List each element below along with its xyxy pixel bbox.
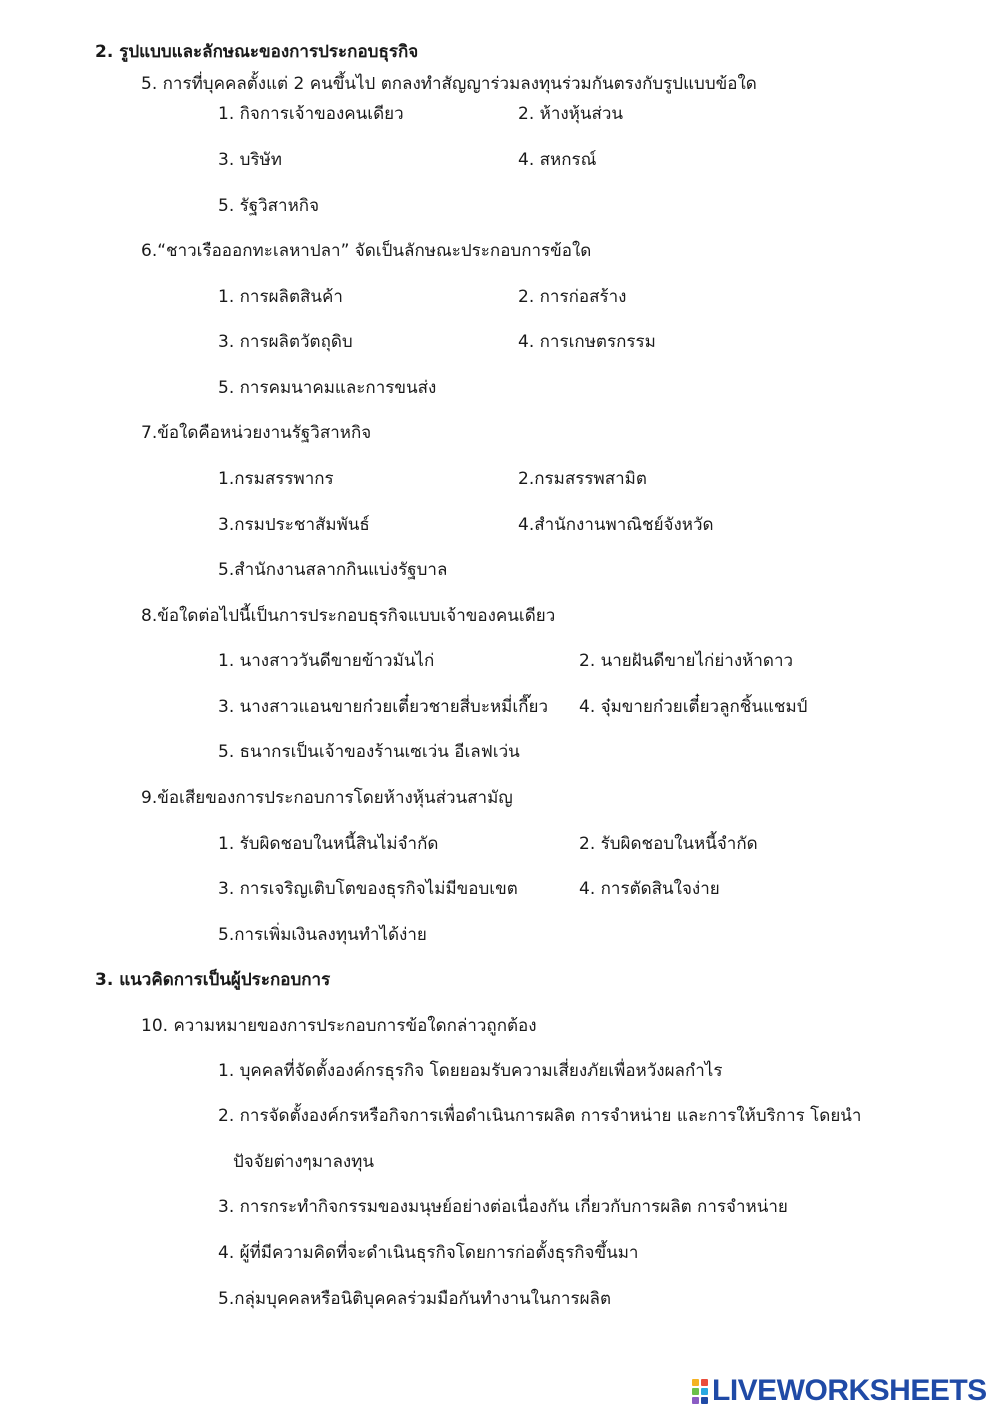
question-7-option-2[interactable]: 2.กรมสรรพสามิต <box>518 469 647 489</box>
question-7-stem: 7.ข้อใดคือหน่วยงานรัฐวิสาหกิจ <box>141 423 372 443</box>
question-6-option-5[interactable]: 5. การคมนาคมและการขนส่ง <box>218 378 437 398</box>
liveworksheets-logo-icon <box>692 1379 708 1404</box>
question-5-option-2[interactable]: 2. ห้างหุ้นส่วน <box>518 104 624 124</box>
question-5-option-3[interactable]: 3. บริษัท <box>218 150 282 170</box>
question-6-stem: 6.“ชาวเรือออกทะเลหาปลา” จัดเป็นลักษณะประกอบการข้อใด <box>141 241 592 261</box>
question-6-option-2[interactable]: 2. การก่อสร้าง <box>518 287 627 307</box>
liveworksheets-logo <box>692 1374 987 1408</box>
logo-square-3 <box>692 1388 699 1395</box>
question-5-option-1[interactable]: 1. กิจการเจ้าของคนเดียว <box>218 104 404 124</box>
question-9-option-3[interactable]: 3. การเจริญเติบโตของธุรกิจไม่มีขอบเขต <box>218 879 518 899</box>
question-5-option-5[interactable]: 5. รัฐวิสาหกิจ <box>218 196 320 216</box>
section-2-heading: 2. รูปแบบและลักษณะของการประกอบธุรกิจ <box>95 42 419 62</box>
section-3-heading: 3. แนวคิดการเป็นผู้ประกอบการ <box>95 970 331 990</box>
question-10-stem: 10. ความหมายของการประกอบการข้อใดกล่าวถูกต้อง <box>141 1016 537 1036</box>
question-10-option-5[interactable]: 5.กลุ่มบุคคลหรือนิติบุคคลร่วมมือกันทำงานในการผลิต <box>218 1289 611 1309</box>
logo-square-2 <box>701 1379 708 1386</box>
question-6-option-1[interactable]: 1. การผลิตสินค้า <box>218 287 343 307</box>
logo-square-6 <box>701 1397 708 1404</box>
question-5-stem: 5. การที่บุคคลตั้งแต่ 2 คนขึ้นไป ตกลงทำสัญญาร่วมลงทุนร่วมกันตรงกับรูปแบบข้อใด <box>141 74 757 94</box>
question-8-stem: 8.ข้อใดต่อไปนี้เป็นการประกอบธุรกิจแบบเจ้าของคนเดียว <box>141 606 556 626</box>
question-10-option-2[interactable]: 2. การจัดตั้งองค์กรหรือกิจการเพื่อดำเนินการผลิต การจำหน่าย และการให้บริการ โดยนำ <box>218 1106 862 1126</box>
question-7-option-1[interactable]: 1.กรมสรรพากร <box>218 469 334 489</box>
question-9-option-1[interactable]: 1. รับผิดชอบในหนี้สินไม่จำกัด <box>218 834 439 854</box>
logo-square-5 <box>692 1397 699 1404</box>
question-9-option-4[interactable]: 4. การตัดสินใจง่าย <box>579 879 720 899</box>
question-9-option-2[interactable]: 2. รับผิดชอบในหนี้จำกัด <box>579 834 758 854</box>
question-10-option-4[interactable]: 4. ผู้ที่มีความคิดที่จะดำเนินธุรกิจโดยการก่อตั้งธุรกิจขึ้นมา <box>218 1243 639 1263</box>
logo-square-4 <box>701 1388 708 1395</box>
question-8-option-4[interactable]: 4. จุ๋มขายก๋วยเตี๋ยวลูกชิ้นแชมป์ <box>579 697 808 717</box>
question-8-option-5[interactable]: 5. ธนากรเป็นเจ้าของร้านเซเว่น อีเลฟเว่น <box>218 742 520 762</box>
question-9-option-5[interactable]: 5.การเพิ่มเงินลงทุนทำได้ง่าย <box>218 925 427 945</box>
question-6-option-4[interactable]: 4. การเกษตรกรรม <box>518 332 656 352</box>
question-10-option-2-continued[interactable]: ปัจจัยต่างๆมาลงทุน <box>233 1152 374 1172</box>
question-5-option-4[interactable]: 4. สหกรณ์ <box>518 150 597 170</box>
liveworksheets-logo-text: LIVEWORKSHEETS <box>712 1374 987 1407</box>
question-8-option-2[interactable]: 2. นายฝันดีขายไก่ย่างห้าดาว <box>579 651 794 671</box>
question-10-option-3[interactable]: 3. การกระทำกิจกรรมของมนุษย์อย่างต่อเนื่องกัน เกี่ยวกับการผลิต การจำหน่าย <box>218 1197 788 1217</box>
question-7-option-5[interactable]: 5.สำนักงานสลากกินแบ่งรัฐบาล <box>218 560 448 580</box>
question-7-option-3[interactable]: 3.กรมประชาสัมพันธ์ <box>218 515 370 535</box>
logo-square-1 <box>692 1379 699 1386</box>
question-9-stem: 9.ข้อเสียของการประกอบการโดยห้างหุ้นส่วนสามัญ <box>141 788 513 808</box>
question-8-option-3[interactable]: 3. นางสาวแอนขายก๋วยเตี๋ยวชายสี่บะหมี่เกี๊ยว <box>218 697 548 717</box>
question-6-option-3[interactable]: 3. การผลิตวัตถุดิบ <box>218 332 353 352</box>
question-10-option-1[interactable]: 1. บุคคลที่จัดตั้งองค์กรธุรกิจ โดยยอมรับความเสี่ยงภัยเพื่อหวังผลกำไร <box>218 1061 723 1081</box>
question-7-option-4[interactable]: 4.สำนักงานพาณิชย์จังหวัด <box>518 515 714 535</box>
question-8-option-1[interactable]: 1. นางสาววันดีขายข้าวมันไก่ <box>218 651 435 671</box>
